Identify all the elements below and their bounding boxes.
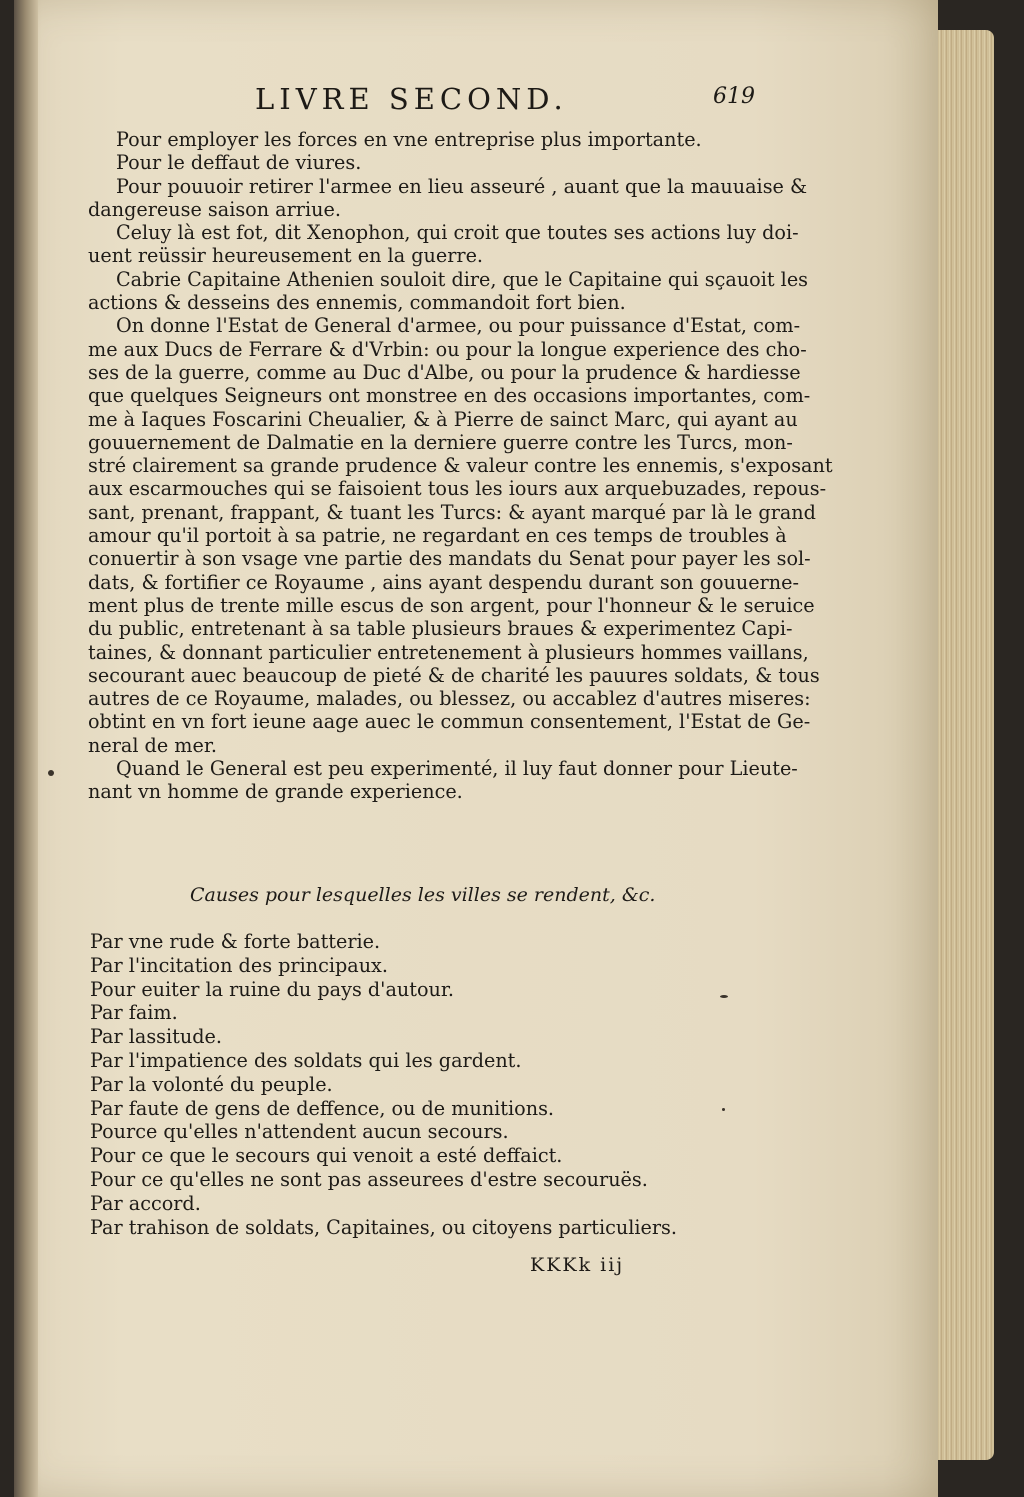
- cause-item: Pour ce qu'elles ne sont pas asseurees d'estre secouruës.: [90, 1167, 648, 1191]
- text-line: dangereuse saison arriue.: [88, 197, 341, 221]
- text-line: Pour le deffaut de viures.: [116, 151, 362, 175]
- text-line: amour qu'il portoit à sa patrie, ne regardant en ces temps de troubles à: [88, 524, 787, 548]
- text-line: nant vn homme de grande experience.: [88, 780, 463, 804]
- text-line: Pour employer les forces en vne entreprise plus importante.: [116, 128, 702, 151]
- page-edges: [938, 30, 994, 1460]
- signature-mark: KKKk iij: [530, 1254, 625, 1276]
- text-line: que quelques Seigneurs ont monstree en des occasions importantes, com-: [88, 384, 811, 408]
- text-line: secourant auec beaucoup de pieté & de charité les pauures soldats, & tous: [88, 663, 820, 687]
- cause-item: Pour euiter la ruine du pays d'autour.: [90, 977, 455, 1001]
- text-line: autres de ce Royaume, malades, ou blessez, ou accablez d'autres miseres:: [88, 687, 811, 711]
- text-line: me aux Ducs de Ferrare & d'Vrbin: ou pour la longue experience des cho-: [88, 337, 807, 361]
- page-number: 619: [713, 84, 755, 109]
- text-line: dats, & fortifier ce Royaume , ains ayant despendu durant son gouuerne-: [88, 570, 799, 594]
- cause-item: Par faim.: [90, 1001, 178, 1025]
- text-line: me à Iaques Foscarini Cheualier, & à Pierre de sainct Marc, qui ayant au: [88, 407, 798, 431]
- cause-item: Par vne rude & forte batterie.: [90, 930, 381, 953]
- cause-item: Pource qu'elles n'attendent aucun secours.: [90, 1120, 509, 1144]
- text-line: ses de la guerre, comme au Duc d'Albe, ou pour la prudence & hardiesse: [88, 360, 801, 384]
- main-text: [88, 128, 833, 804]
- text-line: sant, prenant, frappant, & tuant les Turcs: & ayant marqué par là le grand: [88, 500, 816, 524]
- cause-item: Par l'incitation des principaux.: [90, 953, 388, 977]
- text-line: uent reüssir heureusement en la guerre.: [88, 244, 484, 268]
- text-line: stré clairement sa grande prudence & valeur contre les ennemis, s'exposant: [88, 454, 833, 478]
- text-line: On donne l'Estat de General d'armee, ou pour puissance d'Estat, com-: [116, 314, 801, 338]
- ink-speck: [720, 995, 728, 998]
- text-line: Quand le General est peu experimenté, il luy faut donner pour Lieute-: [116, 757, 798, 781]
- running-title: LIVRE SECOND.: [255, 82, 568, 116]
- cause-item: Par trahison de soldats, Capitaines, ou citoyens particuliers.: [90, 1215, 678, 1239]
- text-line: actions & desseins des ennemis, commandoit fort bien.: [88, 291, 626, 315]
- text-line: obtint en vn fort ieune aage auec le commun consentement, l'Estat de Ge-: [88, 710, 811, 734]
- ink-speck: [722, 1108, 725, 1111]
- text-line: Cabrie Capitaine Athenien souloit dire, que le Capitaine qui sçauoit les: [116, 267, 809, 291]
- cause-item: Par lassitude.: [90, 1025, 222, 1049]
- text-line: du public, entretenant à sa table plusieurs braues & experimentez Capi-: [88, 617, 793, 641]
- cause-item: Pour ce que le secours qui venoit a esté deffaict.: [90, 1144, 563, 1168]
- cause-item: Par la volonté du peuple.: [90, 1072, 333, 1096]
- text-line: Celuy là est fot, dit Xenophon, qui croit que toutes ses actions luy doi-: [116, 221, 799, 245]
- cause-item: Par l'impatience des soldats qui les gardent.: [90, 1048, 522, 1072]
- ink-speck: [48, 770, 54, 776]
- text-line: taines, & donnant particulier entretenement à plusieurs hommes vaillans,: [88, 640, 809, 664]
- text-line: neral de mer.: [88, 733, 218, 757]
- text-line: aux escarmouches qui se faisoient tous les iours aux arquebuzades, repous-: [88, 477, 827, 501]
- section-heading: Causes pour lesquelles les villes se rendent, &c.: [190, 884, 656, 906]
- text-line: conuertir à son vsage vne partie des mandats du Senat pour payer les sol-: [88, 547, 811, 571]
- page-header: [255, 82, 755, 126]
- cause-item: Par faute de gens de deffence, ou de munitions.: [90, 1096, 555, 1120]
- cause-item: Par accord.: [90, 1191, 201, 1215]
- binding-gutter: [14, 0, 38, 1497]
- text-line: ment plus de trente mille escus de son argent, pour l'honneur & le seruice: [88, 593, 815, 617]
- text-line: gouuernement de Dalmatie en la derniere guerre contre les Turcs, mon-: [88, 430, 793, 454]
- text-line: Pour pouuoir retirer l'armee en lieu asseuré , auant que la mauuaise &: [116, 174, 808, 198]
- causes-list: [90, 930, 750, 1239]
